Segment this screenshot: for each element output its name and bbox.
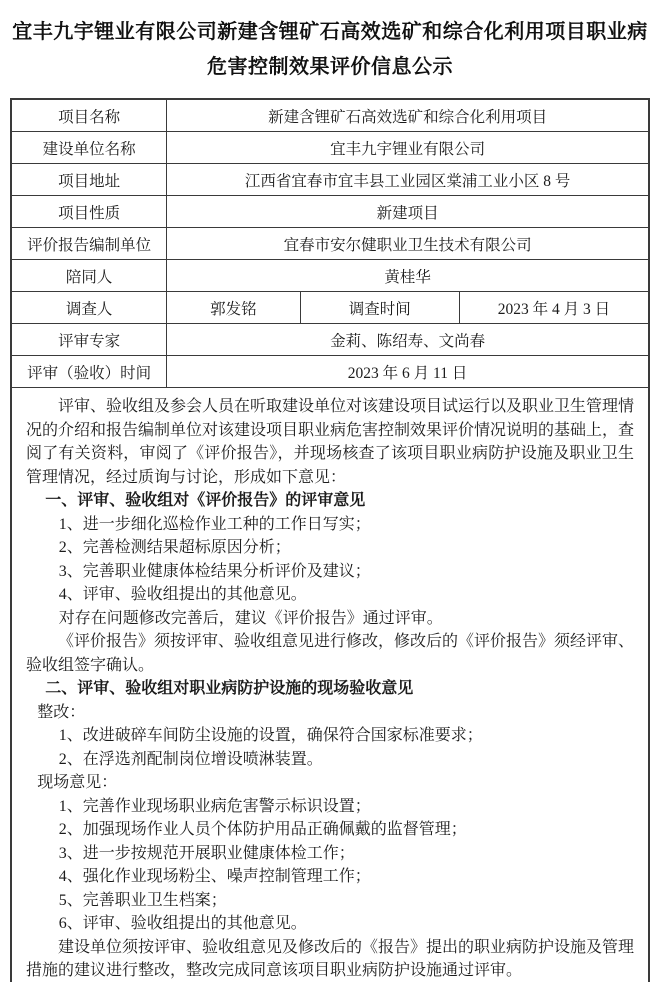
site-item: 1、完善作业现场职业病危害警示标识设置；: [58, 797, 371, 815]
table-row: [11, 164, 649, 196]
section1-conclusion: 对存在问题修改完善后，建议《评价报告》通过评审。: [58, 609, 443, 627]
row-value: 黄桂华: [167, 260, 649, 292]
section1-item: 1、进一步细化巡检作业工种的工作日写实；: [58, 515, 371, 533]
row-value: 2023 年 6 月 11 日: [167, 356, 649, 388]
opinion-cell: [11, 388, 649, 982]
closing-paragraph: 建设单位须按评审、验收组意见及修改后的《报告》提出的职业病防护设施及管理措施的建议进行整改，整改完成同意该项目职业病防护设施通过评审。: [26, 938, 635, 979]
notice-title-line2: 危害控制效果评价信息公示: [207, 56, 453, 78]
rectify-item: 2、在浮选剂配制岗位增设喷淋装置。: [58, 750, 323, 768]
site-item: 4、强化作业现场粉尘、噪声控制管理工作；: [58, 868, 371, 885]
site-item: 2、加强现场作业人员个体防护用品正确佩戴的监督管理；: [58, 821, 467, 838]
row-value: 宜春市安尔健职业卫生技术有限公司: [167, 228, 649, 260]
row-label: 项目性质: [11, 196, 167, 228]
row-value: 郭发铭: [167, 292, 300, 324]
section1-item: 2、完善检测结果超标原因分析；: [58, 539, 291, 556]
row-value: 金莉、陈绍寿、文尚春: [167, 324, 649, 356]
row-label: 项目名称: [11, 99, 167, 132]
table-row: [11, 356, 649, 388]
table-row: [11, 132, 649, 164]
section1-item: 3、完善职业健康体检结果分析评价及建议；: [58, 562, 371, 580]
section1-heading: 一、评审、验收组对《评价报告》的评审意见: [45, 492, 366, 509]
notice-title: [0, 0, 660, 85]
site-item: 3、进一步按规范开展职业健康体检工作；: [58, 844, 355, 862]
table-row: [11, 324, 649, 356]
row-value: 新建项目: [167, 196, 649, 228]
row-label: 调查时间: [300, 292, 460, 324]
rectify-item: 1、改进破碎车间防尘设施的设置，确保符合国家标准要求；: [58, 727, 483, 744]
row-label: 建设单位名称: [11, 132, 167, 164]
row-label: 评价报告编制单位: [11, 228, 167, 260]
row-label: 评审（验收）时间: [11, 356, 167, 388]
notice-title-line1: 宜丰九宇锂业有限公司新建含锂矿石高效选矿和综合化利用项目职业病: [12, 21, 648, 43]
project-info-table: [10, 98, 650, 982]
row-label: 陪同人: [11, 260, 167, 292]
section1-item: 4、评审、验收组提出的其他意见。: [58, 586, 307, 603]
row-label: 评审专家: [11, 324, 167, 356]
row-value: 新建含锂矿石高效选矿和综合化利用项目: [167, 99, 649, 132]
table-row: [11, 196, 649, 228]
row-value: 2023 年 4 月 3 日: [460, 292, 650, 324]
site-item: 6、评审、验收组提出的其他意见。: [58, 915, 307, 932]
section1-note: 《评价报告》须按评审、验收组意见进行修改，修改后的《评价报告》须经评审、验收组签字确认。: [26, 633, 635, 674]
row-value: 宜丰九宇锂业有限公司: [167, 132, 649, 164]
section2-heading: 二、评审、验收组对职业病防护设施的现场验收意见: [45, 680, 414, 697]
row-label: 调查人: [11, 292, 167, 324]
table-row: [11, 99, 649, 132]
table-row: [11, 292, 649, 324]
row-value: 江西省宜春市宜丰县工业园区棠浦工业小区 8 号: [167, 164, 649, 196]
rectify-label: 整改：: [37, 703, 86, 721]
table-row: [11, 388, 649, 982]
table-row: [11, 228, 649, 260]
site-item: 5、完善职业卫生档案；: [58, 891, 227, 909]
site-opinion-label: 现场意见：: [37, 774, 118, 791]
opinion-intro: 评审、验收组及参会人员在听取建设单位对该建设项目试运行以及职业卫生管理情况的介绍和报告编制单位对该建设项目职业病危害控制效果评价情况说明的基础上，查阅了有关资料，审阅了《评价报告》，并现场核查了该项目职业病防护设施及职业卫生管理情况，经过质询与讨论，形成如下意见：: [26, 398, 635, 486]
row-label: 项目地址: [11, 164, 167, 196]
table-row: [11, 260, 649, 292]
